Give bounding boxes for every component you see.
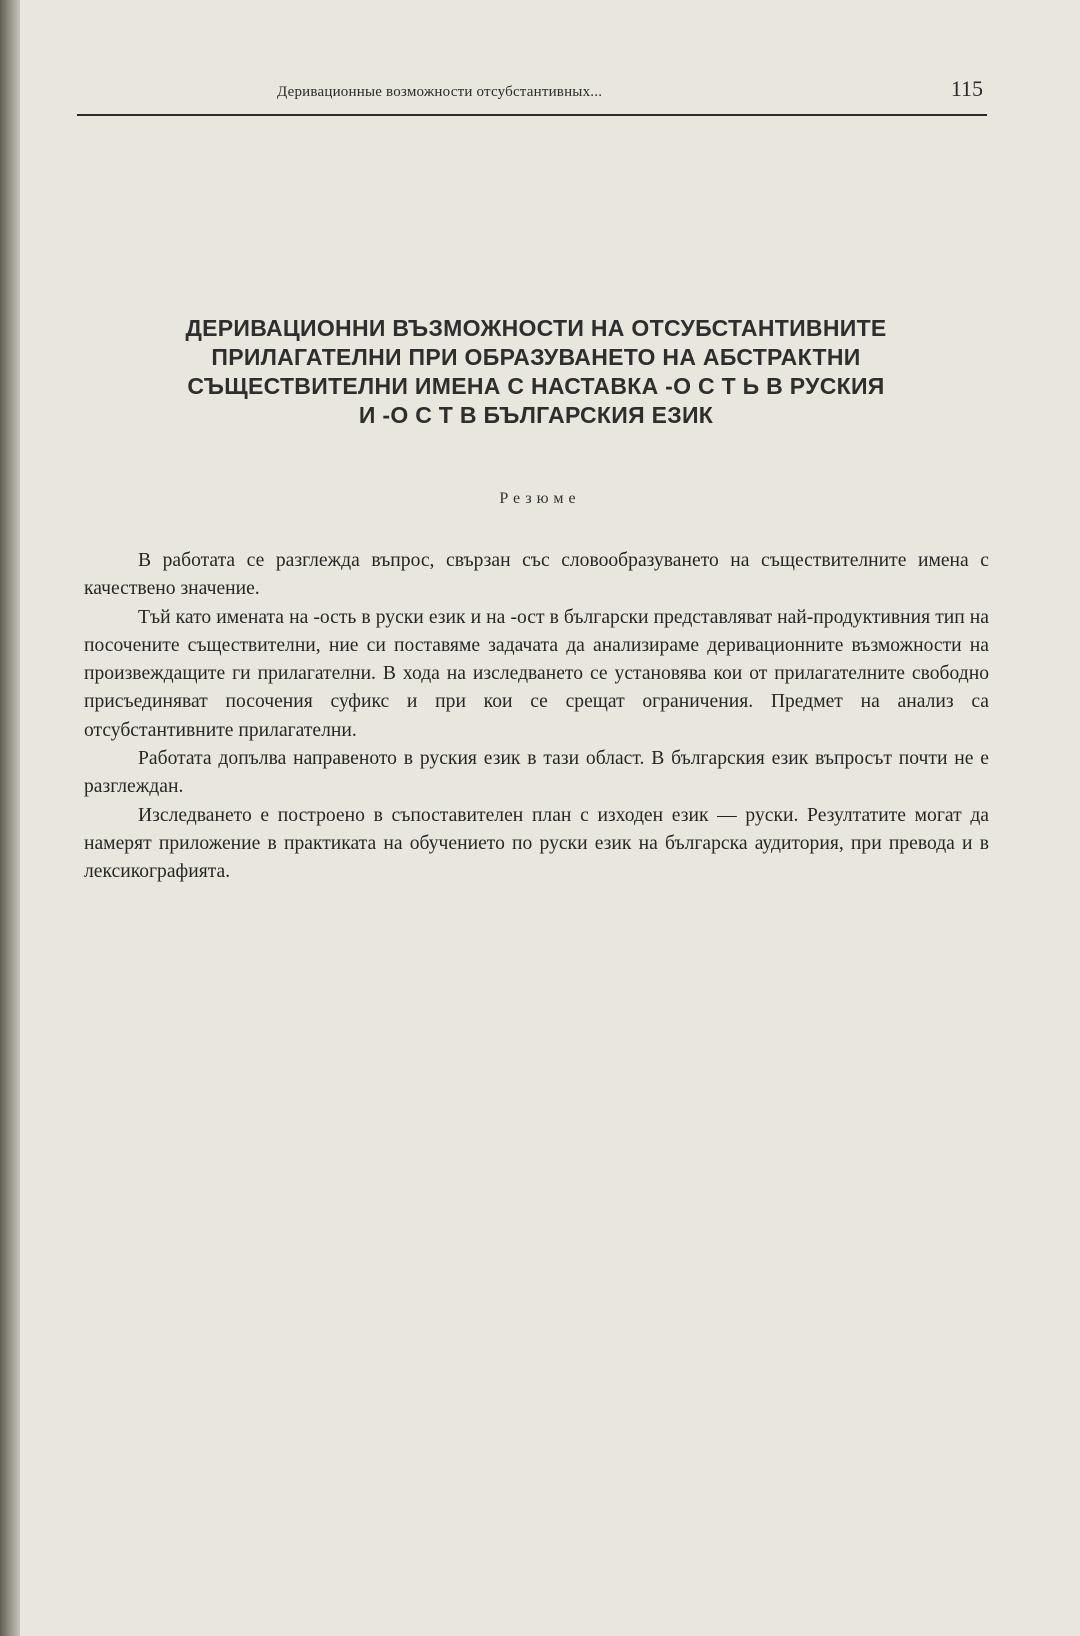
abstract-paragraph: Работата допълва направеното в руския език в тази област. В българския език въпросът почти не е разглеждан.: [84, 748, 989, 798]
title-line: СЪЩЕСТВИТЕЛНИ ИМЕНА С НАСТАВКА -О С Т Ь В РУСКИЯ: [187, 373, 885, 399]
title-line: ПРИЛАГАТЕЛНИ ПРИ ОБРАЗУВАНЕТО НА АБСТРАКТНИ: [211, 344, 861, 370]
abstract-paragraph: Изследването е построено в съпоставителен план с изходен език — руски. Резултатите могат да намерят приложение в практиката на обучението по руски език на българска аудитория, при превода и в лексикографията.: [84, 804, 989, 883]
running-header: [77, 70, 987, 116]
abstract-paragraph: В работата се разглежда въпрос, свързан със словообразуването на съществителните имена с качествено значение.: [84, 550, 989, 600]
running-title: Деривационные возможности отсубстантивных...: [277, 84, 603, 100]
abstract-paragraph: Тъй като имената на -ость в руски език и на -ост в български представляват най-продуктивния тип на посочените съществителни, ние си поставяме задачата да анализираме деривационните възможности на произвеждащите ги прилагателни. В хода на изследването се установява кои от прилагателните свободно присъединяват посочения суфикс и при кои се срещат ограничения. Предмет на анализ са отсубстантивните прилагателни.: [84, 606, 989, 741]
article-title: [80, 314, 992, 430]
section-label-resume: Резюме: [499, 490, 581, 507]
book-spine-shadow: [0, 0, 20, 1636]
title-line: И -О С Т В БЪЛГАРСКИЯ ЕЗИК: [358, 402, 714, 428]
abstract-body: [84, 547, 989, 887]
title-line: ДЕРИВАЦИОННИ ВЪЗМОЖНОСТИ НА ОТСУБСТАНТИВНИТЕ: [185, 315, 887, 341]
page-number: 115: [950, 76, 983, 101]
